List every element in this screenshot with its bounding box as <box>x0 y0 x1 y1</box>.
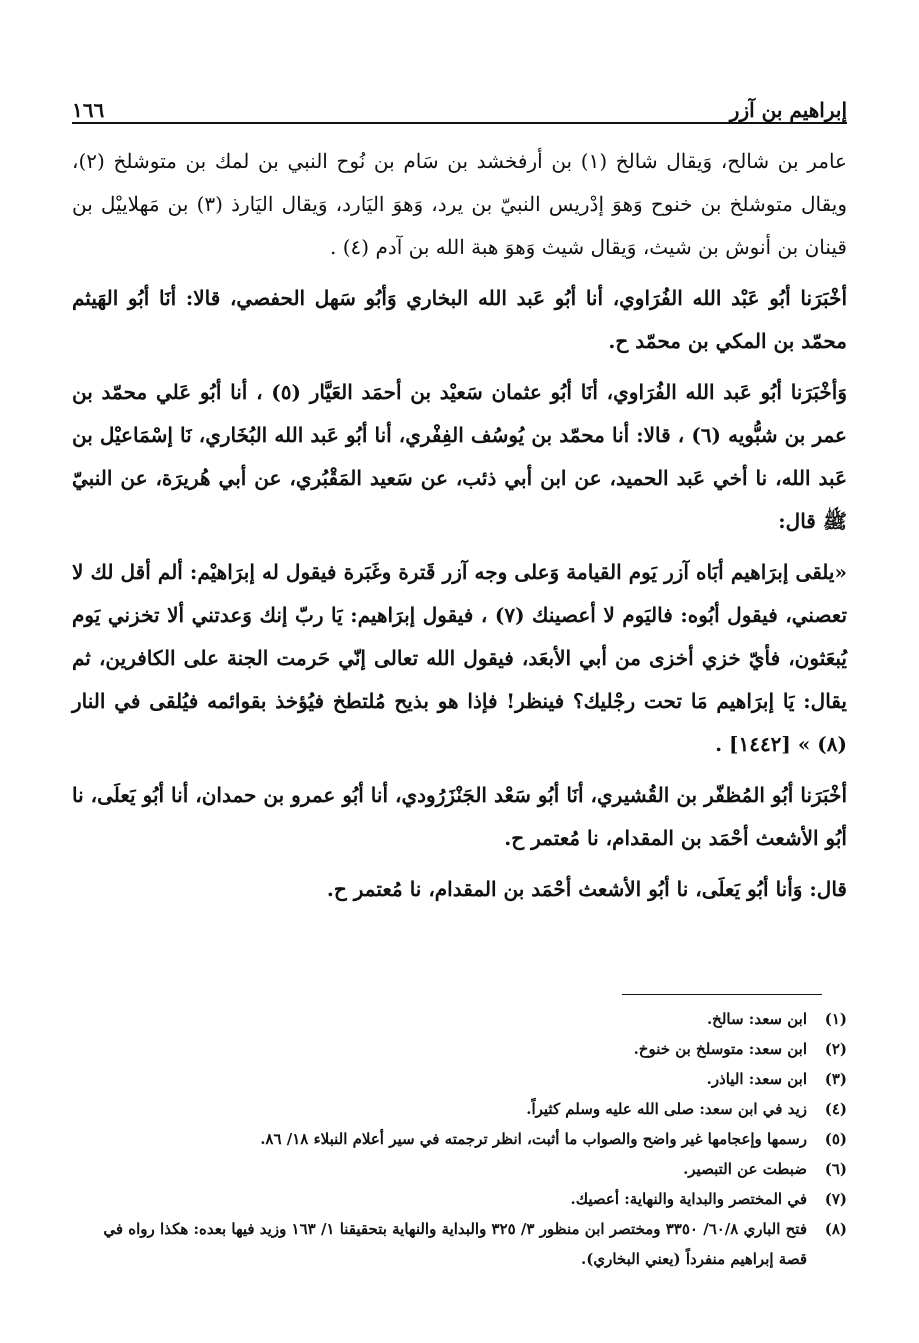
footnote-item <box>72 1004 847 1034</box>
footnote-number: (٢) <box>824 1040 847 1058</box>
footnote-text: فتح الباري ٦٠/٨/ ٣٣٥٠ ومختصر ابن منظور ٣/ ٣٢٥ والبداية والنهاية بتحقيقنا ١/ ١٦٣ وزيد فيها بعده: هكذا رواه في قصة إبراهيم منفرداً (يعني البخاري). <box>103 1220 807 1268</box>
paragraph-isnad-2: وَأخْبَرَنا أبُو عَبد الله الفُرَاوي، أنَا أبُو عثمان سَعيْد بن أحمَد العَيَّار (٥) ، أنا أبُو عَلي محمّد بن عمر بن شبُّويه (٦) ، قالا: أنا محمّد بن يُوسُف الفِفْري، أنا أبُو عَبد الله البُخَاري، نَا إسْمَاعيْل بن عَبد الله، نا أخي عَبد الحميد، عن ابن أبي ذئب، عن سَعيد المَقْبُري، عن أبي هُريرَة، عن النبيّ ﷺ قال: <box>72 380 847 533</box>
footnote-number: (٦) <box>824 1160 847 1178</box>
isnad-lead-word: أخْبَرَنا <box>800 783 847 807</box>
footnote-item <box>72 1064 847 1094</box>
footnote-text: ضبطت عن التبصير. <box>683 1160 807 1178</box>
paragraph-hadith-text: «يلقى إبرَاهيم أبَاه آزر يَوم القيامة وَعلى وجه آزر قَترة وغَبَرة فيقول له إبرَاهيْم: ألم أقل لك لا تعصني، فيقول أبُوه: فاليَوم لا أعصينك (٧) ، فيقول إبرَاهيم: يَا ربّ إنك وَعدتني ألا تخزني يَوم يُبعَثون، فأيّ خزي أخزى من أبي الأبعَد، فيقول الله تعالى إنّي حَرمت الجنة على الكافرين، ثم يقال: يَا إبرَاهيم مَا تحت رجْليك؟ فينظر! فإذا هو بذيح مُلتطخ فيُؤخذ بقوائمه فيُلقى في النار (٨) » [١٤٤٢] . <box>72 560 848 756</box>
footnote-number: (٧) <box>824 1190 847 1208</box>
footnote-item <box>72 1214 847 1274</box>
footnote-item <box>72 1184 847 1214</box>
isnad-lead-word: قال: <box>809 877 847 901</box>
running-title: إبراهيم بن آزر <box>729 98 847 122</box>
footnote-item <box>72 1124 847 1154</box>
header-rule <box>72 122 847 124</box>
footnote-text: ابن سعد: متوسلخ بن خنوخ. <box>633 1040 807 1058</box>
page-header <box>72 82 847 122</box>
footnote-text: ابن سعد: الياذر. <box>706 1070 807 1088</box>
footnote-text: ابن سعد: سالخ. <box>706 1010 807 1028</box>
footnote-number: (٣) <box>824 1070 847 1088</box>
main-text <box>72 140 847 919</box>
footnote-text: في المختصر والبداية والنهاية: أعصيك. <box>570 1190 807 1208</box>
footnote-text: رسمها وإعجامها غير واضح والصواب ما أثبت، انظر ترجمته في سير أعلام النبلاء ١٨/ ٨٦. <box>260 1130 807 1148</box>
footnote-item <box>72 1094 847 1124</box>
footnote-number: (٥) <box>824 1130 847 1148</box>
footnotes <box>72 1004 847 1274</box>
footnote-number: (٨) <box>824 1220 847 1238</box>
footnote-item <box>72 1154 847 1184</box>
footnote-separator <box>622 994 822 995</box>
footnote-number: (١) <box>824 1010 847 1028</box>
isnad-lead-word: أخْبَرَنا <box>800 286 847 310</box>
isnad-lead-word: وَأخْبَرَنا <box>790 380 847 404</box>
paragraph-isnad-1: أخْبَرَنا أبُو عَبْد الله الفُرَاوي، أنا أبُو عَبد الله البخاري وَأبُو سَهل الحفصي، قالا: أنَا أبُو الهَيثم محمّد بن المكي بن محمّد ح. <box>72 286 847 353</box>
footnote-item <box>72 1034 847 1064</box>
footnote-number: (٤) <box>824 1100 847 1118</box>
page-number: ١٦٦ <box>72 98 105 122</box>
paragraph-genealogy: عامر بن شالح، وَيقال شالخ (١) بن أرفخشد بن سَام بن نُوح النبي بن لمك بن متوشلخ (٢)، ويقال متوشلخ بن خنوح وَهوَ إدْريس النبيّ بن يرد، وَهوَ اليَارد، وَيقال اليَارذ (٣) بن مَهلاييْل بن قينان بن أنوش بن شيث، وَيقال شيث وَهوَ هبة الله بن آدم (٤) . <box>72 149 847 259</box>
paragraph-isnad-3: أخْبَرَنا أبُو المُظفّر بن القُشيري، أنَا أبُو سَعْد الجَنْزَرُودي، أنا أبُو عمرو بن حمدان، أنا أبُو يَعلَى، نا أبُو الأشعث أحْمَد بن المقدام، نا مُعتمر ح. <box>72 783 847 850</box>
footnote-text: زيد في ابن سعد: صلى الله عليه وسلم كثيراً. <box>526 1100 807 1118</box>
paragraph-isnad-4: قال: وَأنا أبُو يَعلَى، نا أبُو الأشعث أحْمَد بن المقدام، نا مُعتمر ح. <box>326 877 847 901</box>
